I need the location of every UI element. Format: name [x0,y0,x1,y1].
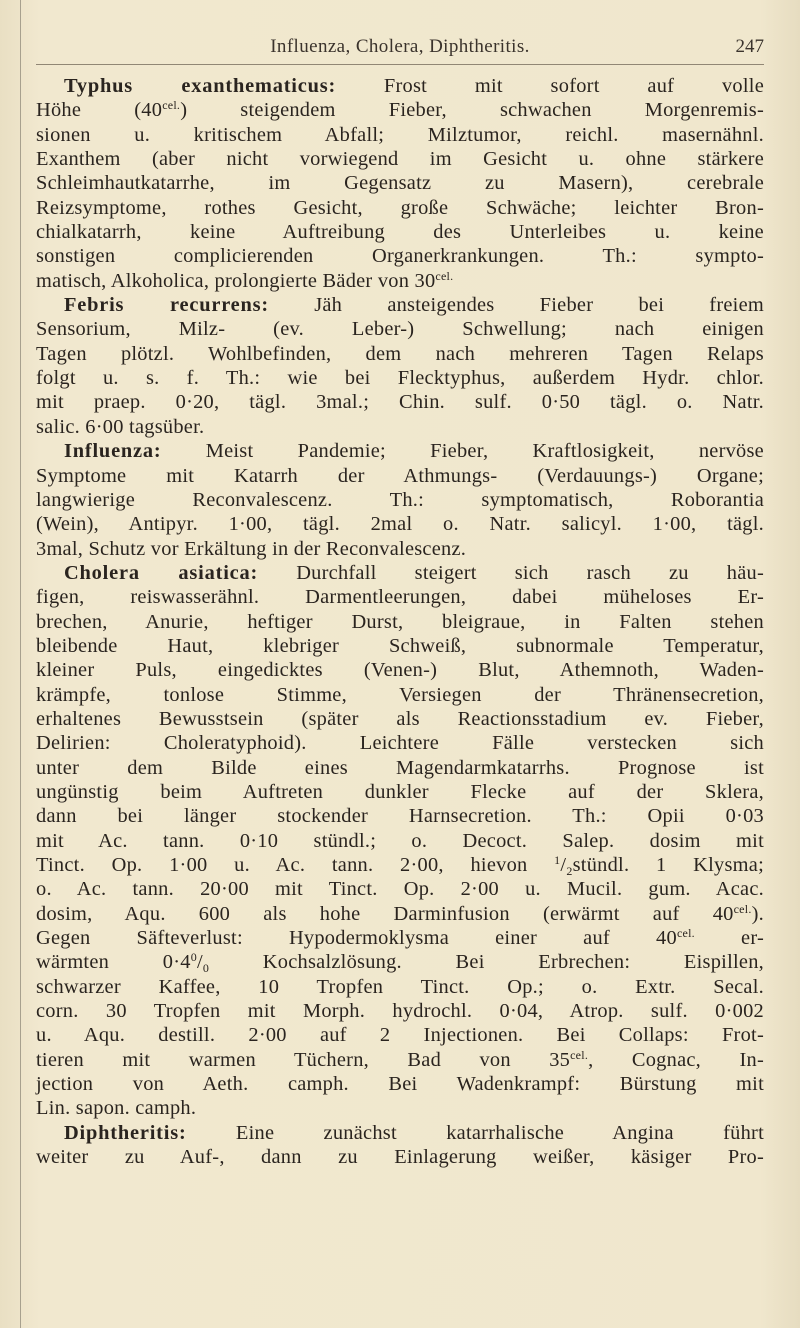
cholera-line-18: schwarzer Kaffee, 10 Tropfen Tinct. Op.; o. Extr. Secal. [36,975,764,998]
febris-line-5: mit praep. 0·20, tägl. 3mal.; Chin. sulf. 0·50 tägl. o. Natr. [36,391,764,414]
cholera-line-11: dann bei länger stockender Harnsecretion. Th.: Opii 0·03 [36,805,764,828]
page-body [36,74,764,1169]
text-span: ) steigendem Fieber, schwachen Morgenremis- [180,99,764,122]
febris-line-2: Sensorium, Milz- (ev. Leber-) Schwellung; nach einigen [36,318,764,341]
superscript: cel. [733,901,752,916]
cholera-line-16 [36,926,764,950]
influenza-line-2: Symptome mit Katarrh der Athmungs- (Verdauungs-) Organe; [36,464,764,487]
typhus-line-7: chialkatarrh, keine Auftreibung des Unterleibes u. keine [36,221,764,244]
entry-term-cholera: Cholera asiatica: [64,561,259,584]
superscript: cel. [570,1047,589,1062]
cholera-line-10: ungünstig beim Auftreten dunkler Flecke auf der Sklera, [36,780,764,803]
page-edge-rule [20,0,21,1328]
influenza-line-4: (Wein), Antipyr. 1·00, tägl. 2mal o. Natr. salicyl. 1·00, tägl. [36,513,764,536]
superscript: 0 [190,950,197,965]
entry-term-diphtheritis: Diphtheritis: [64,1121,187,1144]
text-span: / [560,854,567,876]
subscript: 2 [566,864,573,878]
text-span: / [196,951,203,974]
cholera-line-20: u. Aqu. destill. 2·00 auf 2 Injectionen. Bei Collaps: Frot- [36,1024,764,1047]
typhus-line-2 [36,98,764,122]
subscript: 0 [202,961,210,976]
cholera-line-7: erhaltenes Bewusstsein (später als Reactionsstadium ev. Fieber, [36,707,764,730]
cholera-line-8: Delirien: Choleratyphoid). Leichtere Fälle verstecken sich [36,732,764,755]
influenza-line-5: 3mal, Schutz vor Erkältung in der Reconvalescenz. [36,537,467,560]
febris-line-4: folgt u. s. f. Th.: wie bei Flecktyphus, außerdem Hydr. chlor. [36,367,764,390]
superscript: 1 [554,853,561,867]
text-span: Durchfall steigert sich rasch zu häu- [258,561,764,584]
cholera-line-4: bleibende Haut, klebriger Schweiß, subnormale Temperatur, [36,634,764,657]
cholera-line-21 [36,1048,764,1072]
cholera-line-1 [36,561,764,585]
typhus-line-4: Exanthem (aber nicht vorwiegend im Gesicht u. ohne stärkere [36,148,764,171]
page-header [36,36,764,66]
cholera-line-13 [36,853,764,877]
typhus-line-6: Reizsymptome, rothes Gesicht, große Schwäche; leichter Bron- [36,196,764,219]
superscript: cel. [435,268,454,283]
running-head: Influenza, Cholera, Diphtheritis. [270,36,530,57]
cholera-line-6: krämpfe, tonlose Stimme, Versiegen der Thränensecretion, [36,683,764,706]
typhus-line-9 [36,269,764,293]
text-span: tieren mit warmen Tüchern, Bad von 35 [36,1048,571,1071]
cholera-line-19: corn. 30 Tropfen mit Morph. hydrochl. 0·04, Atrop. sulf. 0·002 [36,1000,764,1023]
cholera-line-23: Lin. sapon. camph. [36,1097,197,1120]
entry-term-influenza: Influenza: [64,440,162,463]
cholera-line-17 [36,950,764,974]
typhus-line-5: Schleimhautkatarrhe, im Gegensatz zu Masern), cerebrale [36,172,764,195]
text-span: wärmten 0·4 [36,951,191,974]
febris-line-6: salic. 6·00 tagsüber. [36,415,205,438]
entry-term-typhus: Typhus exanthematicus: [64,75,337,97]
page-number: 247 [735,36,764,57]
text-span: ). [751,902,764,925]
cholera-line-2: figen, reiswasserähnl. Darmentleerungen, dabei müheloses Er- [36,586,764,609]
superscript: cel. [162,98,181,113]
cholera-line-14: o. Ac. tann. 20·00 mit Tinct. Op. 2·00 u. Mucil. gum. Acac. [36,878,764,901]
typhus-line-3: sionen u. kritischem Abfall; Milztumor, reichl. masernähnl. [36,123,764,146]
cholera-line-22: jection von Aeth. camph. Bei Wadenkrampf: Bürstung mit [36,1073,764,1096]
text-span: matisch, Alkoholica, prolongierte Bäder von 30 [36,269,436,292]
text-span: Kochsalzlösung. Bei Erbrechen: Eispillen, [209,951,764,974]
text-span: Frost mit sofort auf volle [336,75,765,97]
cholera-line-9: unter dem Bilde eines Magendarmkatarrhs. Prognose ist [36,756,764,779]
text-span: Gegen Säfteverlust: Hypodermoklysma einer auf 40 [36,927,677,950]
text-span: Meist Pandemie; Fieber, Kraftlosigkeit, nervöse [161,440,764,463]
text-span: Eine zunächst katarrhalische Angina führt [186,1121,764,1144]
cholera-line-12: mit Ac. tann. 0·10 stündl.; o. Decoct. Salep. dosim mit [36,829,764,852]
diphtheritis-line-1 [36,1121,764,1145]
entry-term-febris: Febris recurrens: [64,294,270,317]
typhus-line-1 [36,74,764,98]
text-span: er- [694,927,764,950]
febris-line-1 [36,293,764,317]
superscript: cel. [676,926,695,941]
cholera-line-3: brechen, Anurie, heftiger Durst, bleigraue, in Falten stehen [36,610,764,633]
typhus-line-8: sonstigen complicierenden Organerkrankungen. Th.: sympto- [36,245,764,268]
text-span: Tinct. Op. 1·00 u. Ac. tann. 2·00, hievon [36,854,555,876]
diphtheritis-line-2: weiter zu Auf-, dann zu Einlagerung weißer, käsiger Pro- [36,1146,764,1169]
header-rule [36,64,764,65]
text-span: Höhe (40 [36,99,163,122]
text-span: Jäh ansteigendes Fieber bei freiem [269,294,765,317]
influenza-line-3: langwierige Reconvalescenz. Th.: symptomatisch, Roborantia [36,488,764,511]
influenza-line-1 [36,439,764,463]
text-span: , Cognac, In- [588,1048,764,1071]
cholera-line-5: kleiner Puls, eingedicktes (Venen-) Blut, Athemnoth, Waden- [36,659,764,682]
cholera-line-15 [36,902,764,926]
text-span: dosim, Aqu. 600 als hohe Darminfusion (erwärmt auf 40 [36,902,734,925]
text-span: stündl. 1 Klysma; [572,854,764,876]
febris-line-3: Tagen plötzl. Wohlbefinden, dem nach mehreren Tagen Relaps [36,342,764,365]
